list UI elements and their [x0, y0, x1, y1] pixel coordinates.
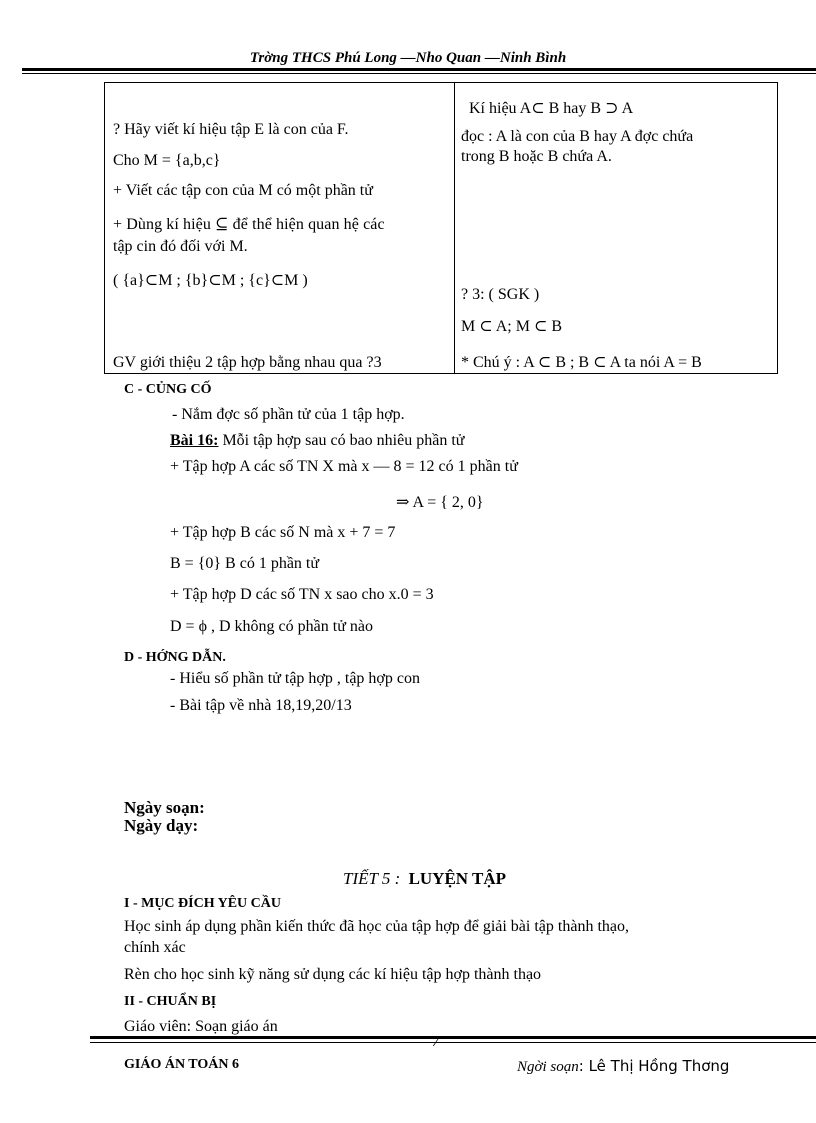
- date-prepared: Ngày soạn:: [124, 798, 205, 817]
- section-ii-title: II - CHUẨN BỊ: [124, 994, 217, 1009]
- date-taught: Ngày dạy:: [124, 816, 199, 835]
- section-i-paragraph: Học sinh áp dụng phần kiến thức đã học của tập hợp để giải bài tập thành thạo,: [124, 918, 629, 935]
- set-d-line: + Tập hợp D các số TN x sao cho x.0 = 3: [170, 586, 434, 603]
- exercise-16: [170, 432, 464, 450]
- set-a-result: ⇒ A = { 2, 0}: [396, 494, 484, 511]
- section-d-line: - Hiểu số phần tử tập hợp , tập hợp con: [170, 670, 420, 687]
- set-a-line: + Tập hợp A các số TN X mà x — 8 = 12 có 1 phần tử: [170, 458, 518, 475]
- section-c-line: - Nắm đợc số phần tử của 1 tập hợp.: [172, 406, 405, 423]
- section-ii-line: Giáo viên: Soạn giáo án: [124, 1018, 278, 1035]
- header-rule-thin: [22, 73, 816, 74]
- table-right-line: Kí hiệu A⊂ B hay B ⊃ A: [469, 100, 634, 117]
- table-left-line: tập cin đó đối với M.: [113, 238, 248, 255]
- table-right-line: ? 3: ( SGK ): [461, 286, 540, 303]
- exercise-text: Mỗi tập hợp sau có bao nhiêu phần tử: [218, 432, 465, 449]
- section-c-title: C - CỦNG CỐ: [124, 382, 212, 397]
- table-right-line: đọc : A là con của B hay A đợc chứa: [461, 128, 694, 145]
- table-left-line: ? Hãy viết kí hiệu tập E là con của F.: [113, 121, 349, 138]
- page-number: 7: [432, 1035, 439, 1050]
- page-header: Trờng THCS Phú Long —Nho Quan —Ninh Bình: [249, 50, 567, 66]
- set-d-result: D = ϕ , D không có phần tử nào: [170, 618, 373, 635]
- footer-subject: GIÁO ÁN TOÁN 6: [124, 1057, 240, 1072]
- footer-author: [517, 1057, 729, 1076]
- lesson-number: TIẾT 5 :: [343, 869, 401, 888]
- lesson-title: [343, 869, 506, 889]
- exercise-label: Bài 16:: [170, 432, 219, 449]
- table-divider: [454, 83, 455, 373]
- section-d-line: - Bài tập về nhà 18,19,20/13: [170, 697, 352, 714]
- author-name: : Lê Thị Hồng Thơng: [578, 1057, 730, 1075]
- section-i-paragraph-2: Rèn cho học sinh kỹ năng sử dụng các kí hiệu tập hợp thành thạo: [124, 966, 542, 983]
- set-b-line: + Tập hợp B các số N mà x + 7 = 7: [170, 524, 396, 541]
- section-i-title: I - MỤC ĐÍCH YÊU CẦU: [124, 896, 281, 911]
- section-d-title: D - HỚNG DẪN.: [124, 650, 226, 665]
- footer-rule: [90, 1036, 816, 1039]
- table-left-line: + Viết các tập con của M có một phần tử: [113, 182, 373, 199]
- author-label: Ngời soạn: [517, 1059, 579, 1075]
- lesson-table: [104, 82, 778, 374]
- section-i-paragraph-cont: chính xác: [124, 939, 186, 956]
- table-right-line: * Chú ý : A ⊂ B ; B ⊂ A ta nói A = B: [461, 354, 702, 371]
- table-left-line: ( {a}⊂M ; {b}⊂M ; {c}⊂M ): [113, 272, 308, 289]
- table-left-line: + Dùng kí hiệu ⊆ để thể hiện quan hệ các: [113, 216, 385, 233]
- table-left-line: Cho M = {a,b,c}: [113, 152, 221, 169]
- footer-rule-thin: [90, 1042, 816, 1043]
- table-right-line: trong B hoặc B chứa A.: [461, 148, 612, 165]
- table-right-line: M ⊂ A; M ⊂ B: [461, 318, 563, 335]
- set-b-result: B = {0} B có 1 phần tử: [170, 555, 320, 572]
- table-left-line: GV giới thiệu 2 tập hợp bằng nhau qua ?3: [113, 354, 382, 371]
- lesson-name: LUYỆN TẬP: [408, 869, 507, 888]
- header-rule: [22, 68, 816, 71]
